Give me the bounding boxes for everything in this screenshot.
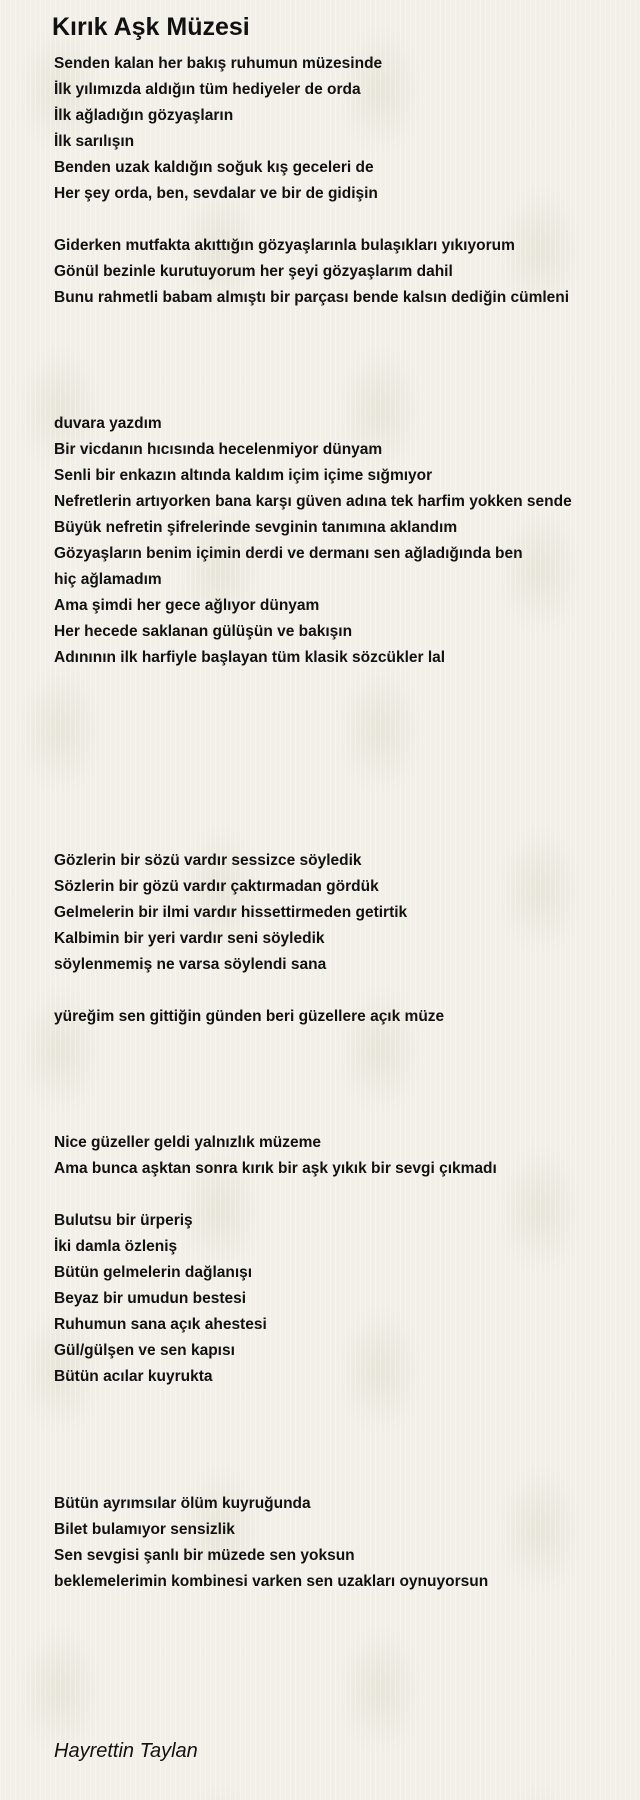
poem-line: Gönül bezinle kurutuyorum her şeyi gözyaşlarım dahil bbox=[54, 263, 453, 280]
poem-line: Her şey orda, ben, sevdalar ve bir de gidişin bbox=[54, 185, 378, 202]
poem-line: Bulutsu bir ürperiş bbox=[54, 1212, 193, 1229]
poem-line: Senden kalan her bakış ruhumun müzesinde bbox=[54, 55, 383, 72]
poem-line: Ama şimdi her gece ağlıyor dünyam bbox=[54, 597, 320, 614]
poem-line: hiç ağlamadım bbox=[54, 571, 162, 588]
poem-line: Ama bunca aşktan sonra kırık bir aşk yıkık bir sevgi çıkmadı bbox=[54, 1160, 497, 1177]
poem-line: Sözlerin bir gözü vardır çaktırmadan gördük bbox=[54, 878, 379, 895]
poem-author: Hayrettin Taylan bbox=[54, 1740, 198, 1762]
poem-line: Ruhumun sana açık ahestesi bbox=[54, 1316, 267, 1333]
poem-line: Kalbimin bir yeri vardır seni söyledik bbox=[54, 930, 325, 947]
poem-line: Gül/gülşen ve sen kapısı bbox=[54, 1342, 235, 1359]
poem-line: Adınının ilk harfiyle başlayan tüm klasik sözcükler lal bbox=[54, 649, 446, 666]
poem-line: Nefretlerin artıyorken bana karşı güven adına tek harfim yokken sende bbox=[54, 493, 572, 510]
poem-line: Bir vicdanın hıcısında hecelenmiyor dünyam bbox=[54, 441, 383, 458]
poem-line: Sen sevgisi şanlı bir müzede sen yoksun bbox=[54, 1547, 355, 1564]
poem-line: Her hecede saklanan gülüşün ve bakışın bbox=[54, 623, 353, 640]
poem-line: İki damla özleniş bbox=[54, 1238, 178, 1255]
poem-line: Bilet bulamıyor sensizlik bbox=[54, 1521, 235, 1538]
poem-line: Benden uzak kaldığın soğuk kış geceleri de bbox=[54, 159, 374, 176]
poem-line: İlk ağladığın gözyaşların bbox=[54, 107, 234, 124]
poem-line: Nice güzeller geldi yalnızlık müzeme bbox=[54, 1134, 322, 1151]
poem-title: Kırık Aşk Müzesi bbox=[52, 13, 250, 41]
poem-line: yüreğim sen gittiğin günden beri güzellere açık müze bbox=[54, 1008, 445, 1025]
poem-line: Bütün ayrımsılar ölüm kuyruğunda bbox=[54, 1495, 311, 1512]
poem-line: Bunu rahmetli babam almıştı bir parçası bende kalsın dediğin cümleni bbox=[54, 289, 570, 306]
poem-line: Gözyaşların benim içimin derdi ve dermanı sen ağladığında ben bbox=[54, 545, 523, 562]
poem-line: Gözlerin bir sözü vardır sessizce söyledik bbox=[54, 852, 362, 869]
poem-line: Beyaz bir umudun bestesi bbox=[54, 1290, 247, 1307]
poem-line: beklemelerimin kombinesi varken sen uzakları oynuyorsun bbox=[54, 1573, 489, 1590]
poem-line: Büyük nefretin şifrelerinde sevginin tanımına aklandım bbox=[54, 519, 458, 536]
poem-line: söylenmemiş ne varsa söylendi sana bbox=[54, 956, 327, 973]
poem-line: İlk sarılışın bbox=[54, 133, 135, 150]
poem-line: Giderken mutfakta akıttığın gözyaşlarınla bulaşıkları yıkıyorum bbox=[54, 237, 515, 254]
poem-line: duvara yazdım bbox=[54, 415, 162, 432]
poem-line: İlk yılımızda aldığın tüm hediyeler de orda bbox=[54, 81, 361, 98]
poem-line: Gelmelerin bir ilmi vardır hissettirmeden getirtik bbox=[54, 904, 408, 921]
poem-line: Bütün acılar kuyrukta bbox=[54, 1368, 213, 1385]
poem-line: Senli bir enkazın altında kaldım içim içime sığmıyor bbox=[54, 467, 433, 484]
poem-line: Bütün gelmelerin dağlanışı bbox=[54, 1264, 253, 1281]
